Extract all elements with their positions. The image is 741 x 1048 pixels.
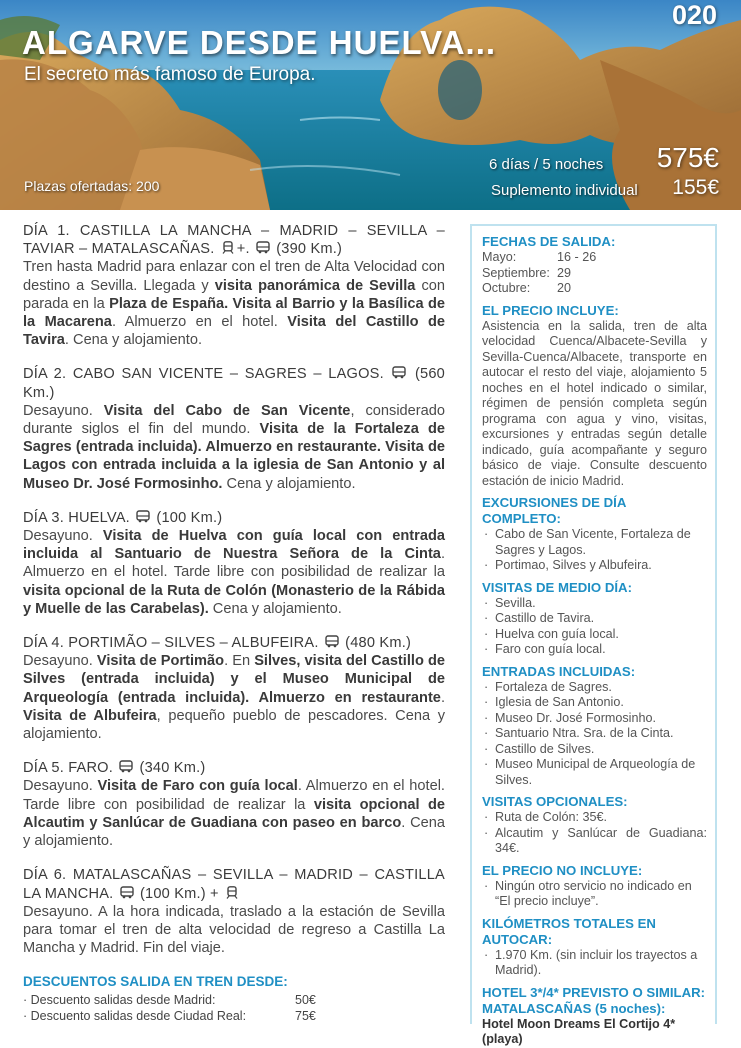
day-text: Silves, visita del Castillo de Silves (entrada incluida) y el Museo Municipal de Arqueología (entrada incluida). Almuerzo en restaurante [23,653,446,706]
day-text: . Cena y alojamiento. [64,332,203,349]
day-text: . Almuerzo en el hotel. [111,314,288,331]
day-text: Plaza de España. Visita al Barrio y la Basílica de la Macarena [23,295,445,331]
day-text: Cena y alojamiento. [208,600,342,617]
day-text: Visita de Albufeira [23,707,157,724]
fecha-row: Mayo: 16 - 26 [482,250,597,264]
day-2 [23,365,445,492]
day-text: . Cena y alojamiento. [23,814,445,850]
duration-label: 6 días / 5 noches [489,156,604,173]
incluye-text: Asistencia en la salida, tren de alta velocidad Cuenca/Albacete-Sevilla y Sevilla-Cuenca/Albacete, transporte en autocar el resto del viaje, alojamiento 5 noches en el hotel indicado o similar, régimen de pensión completa según programa con agua y vino, visitas, excursiones y entradas según detalle indicado, guía acompañante y seguro básico de viaje. Consulte descuento estación de inicio Madrid. [482,318,707,488]
day-text: Desayuno. [23,778,98,795]
fechas-list [482,250,707,297]
day-title: DÍA 2. CABO SAN VICENTE – SAGRES – LAGOS. (560 Km.) [23,366,445,401]
list-item: · Alcautim y Sanlúcar de Guadiana: 34€. [482,826,707,857]
day-text: Visita de la Fortaleza de Sagres (entrada incluida). Almuerzo en restaurante. Visita de Lagos con entrada incluida a la iglesia de San Antonio y al Museo Dr. José Formosinho. [23,421,445,492]
hero-banner [0,0,741,210]
day-text: Desayuno. A la hora indicada, traslado a la estación de Sevilla para tomar el tren de alta velocidad de regreso a Castilla La Mancha y Madrid. Fin del viaje. [23,903,445,957]
list-item: · Castillo de Tavira. [482,611,707,627]
day-text: , pequeño pueblo de pescadores. Cena y alojamiento. [23,707,445,743]
price-label: 575€ [656,142,719,173]
fechas-heading: FECHAS DE SALIDA: [482,234,616,249]
day-text: . Almuerzo en el hotel. Tarde libre con posibilidad de realizar la [23,546,445,581]
list-item: · Huelva con guía local. [482,627,707,643]
day-text: Desayuno. [23,402,104,419]
excursiones-list [482,527,707,574]
day-text: visita opcional de la Ruta de Colón (Monasterio de la Rábida y Muelle de las Carabelas). [23,582,445,617]
day-title: DÍA 6. MATALASCAÑAS – SEVILLA – MADRID – CASTILLA LA MANCHA. (100 Km.) + [23,867,445,902]
day-text: Tren hasta Madrid para enlazar con el tren de Alta Velocidad con destino a Sevilla. Llegada y [23,259,445,294]
opcionales-heading: VISITAS OPCIONALES: [482,794,628,809]
day-1 [23,222,445,349]
day-text: Visita del Cabo de San Vicente [103,402,351,419]
list-item: · Ningún otro servicio no indicado en “El precio incluye”. [482,879,707,910]
list-item: · Museo Dr. José Formosinho. [482,711,707,727]
day-5 [23,759,445,850]
day-text: visita opcional de Alcautim y Sanlúcar de Guadiana con paseo en barco [23,796,445,831]
medio-dia-heading: VISITAS DE MEDIO DÍA: [482,579,632,595]
day-text: . [440,689,445,706]
fecha-row: Septiembre: 29 [482,265,572,280]
bus-icon [120,886,134,899]
day-6 [23,866,445,957]
list-item: · Ruta de Colón: 35€. [482,810,707,826]
day-text: Visita de Faro con guía local [97,778,298,795]
supplement-label: Suplemento individual [491,182,638,199]
bus-icon [136,510,150,523]
bus-icon [119,760,133,773]
incluye-heading: EL PRECIO INCLUYE: [482,302,619,318]
hotel-name: Hotel Moon Dreams El Cortijo 4* (playa) [482,1016,676,1046]
trip-code: 020 [671,0,717,30]
day-4 [23,634,445,743]
day-text: Visita de Huelva con guía local con entrada incluida al Santuario de Nuestra Señora de la Cinta [23,528,445,563]
entradas-list [482,680,707,789]
list-item: · Santuario Ntra. Sra. de la Cinta. [482,726,707,742]
day-title: DÍA 3. HUELVA. (100 Km.) [23,509,223,526]
list-item: · Fortaleza de Sagres. [482,680,707,696]
no-incluye-list [482,879,707,910]
list-item: · Iglesia de San Antonio. [482,695,707,711]
list-item: · Faro con guía local. [482,642,707,658]
info-sidebar [470,224,717,1046]
discounts-heading: DESCUENTOS SALIDA EN TREN DESDE: [23,974,288,990]
itinerary [23,222,445,1024]
list-item: · Cabo de San Vicente, Fortaleza de Sagres y Lagos. [482,527,707,558]
day-text: visita panorámica de Sevilla [214,277,416,294]
day-text: , considerado durante siglos el fin del mundo. [23,402,445,438]
day-title: DÍA 1. CASTILLA LA MANCHA – MADRID – SEVILLA – TAVIAR – MATALASCAÑAS. +. (390 Km.) [23,223,445,258]
train-icon [225,886,239,899]
medio-dia-list [482,596,707,658]
opcionales-list [482,810,707,857]
excursiones-heading: EXCURSIONES DE DÍA COMPLETO: [482,495,626,526]
bus-icon [325,635,339,648]
entradas-heading: ENTRADAS INCLUIDAS: [482,663,636,679]
discount-row: · Descuento salidas desde Ciudad Real: 75€ [23,1008,316,1023]
list-item: · Castillo de Silves. [482,742,707,758]
page-title: ALGARVE DESDE HUELVA... [22,24,497,61]
day-text: Visita del Castillo de Tavira [23,314,446,349]
discount-row: · Descuento salidas desde Madrid: 50€ [23,992,316,1007]
hotel-heading: HOTEL 3*/4* PREVISTO O SIMILAR: [482,984,706,1000]
day-text: Cena y alojamiento. [222,475,356,492]
day-text: . Almuerzo en el hotel. Tarde libre con posibilidad de realizar la [23,778,445,813]
no-incluye-heading: EL PRECIO NO INCLUYE: [482,862,643,878]
plazas-label: Plazas ofertadas: 200 [24,178,160,194]
day-title: DÍA 4. PORTIMÃO – SILVES – ALBUFEIRA. (480 Km.) [23,635,412,652]
list-item: · 1.970 Km. (sin incluir los trayectos a Madrid). [482,948,707,979]
fecha-row: Octubre: 20 [482,281,572,295]
day-text: . En [224,653,255,670]
day-3 [23,509,445,618]
hotel-location: MATALASCAÑAS (5 noches): [482,1000,666,1016]
km-heading: KILÓMETROS TOTALES EN AUTOCAR: [482,915,656,947]
page-subtitle: El secreto más famoso de Europa. [24,64,316,85]
train-icon [221,241,235,254]
bus-icon [392,366,406,379]
day-text: Visita de Portimão [96,653,225,670]
day-text: Desayuno. [23,528,103,545]
bus-icon [256,241,270,254]
day-title: DÍA 5. FARO. (340 Km.) [23,760,206,777]
km-list [482,948,707,979]
day-text: Desayuno. [23,653,97,670]
list-item: · Sevilla. [482,596,707,612]
day-text: con parada en la [23,277,446,312]
list-item: · Portimao, Silves y Albufeira. [482,558,707,574]
supplement-price: 155€ [672,176,719,199]
list-item: · Museo Municipal de Arqueología de Silves. [482,757,707,788]
